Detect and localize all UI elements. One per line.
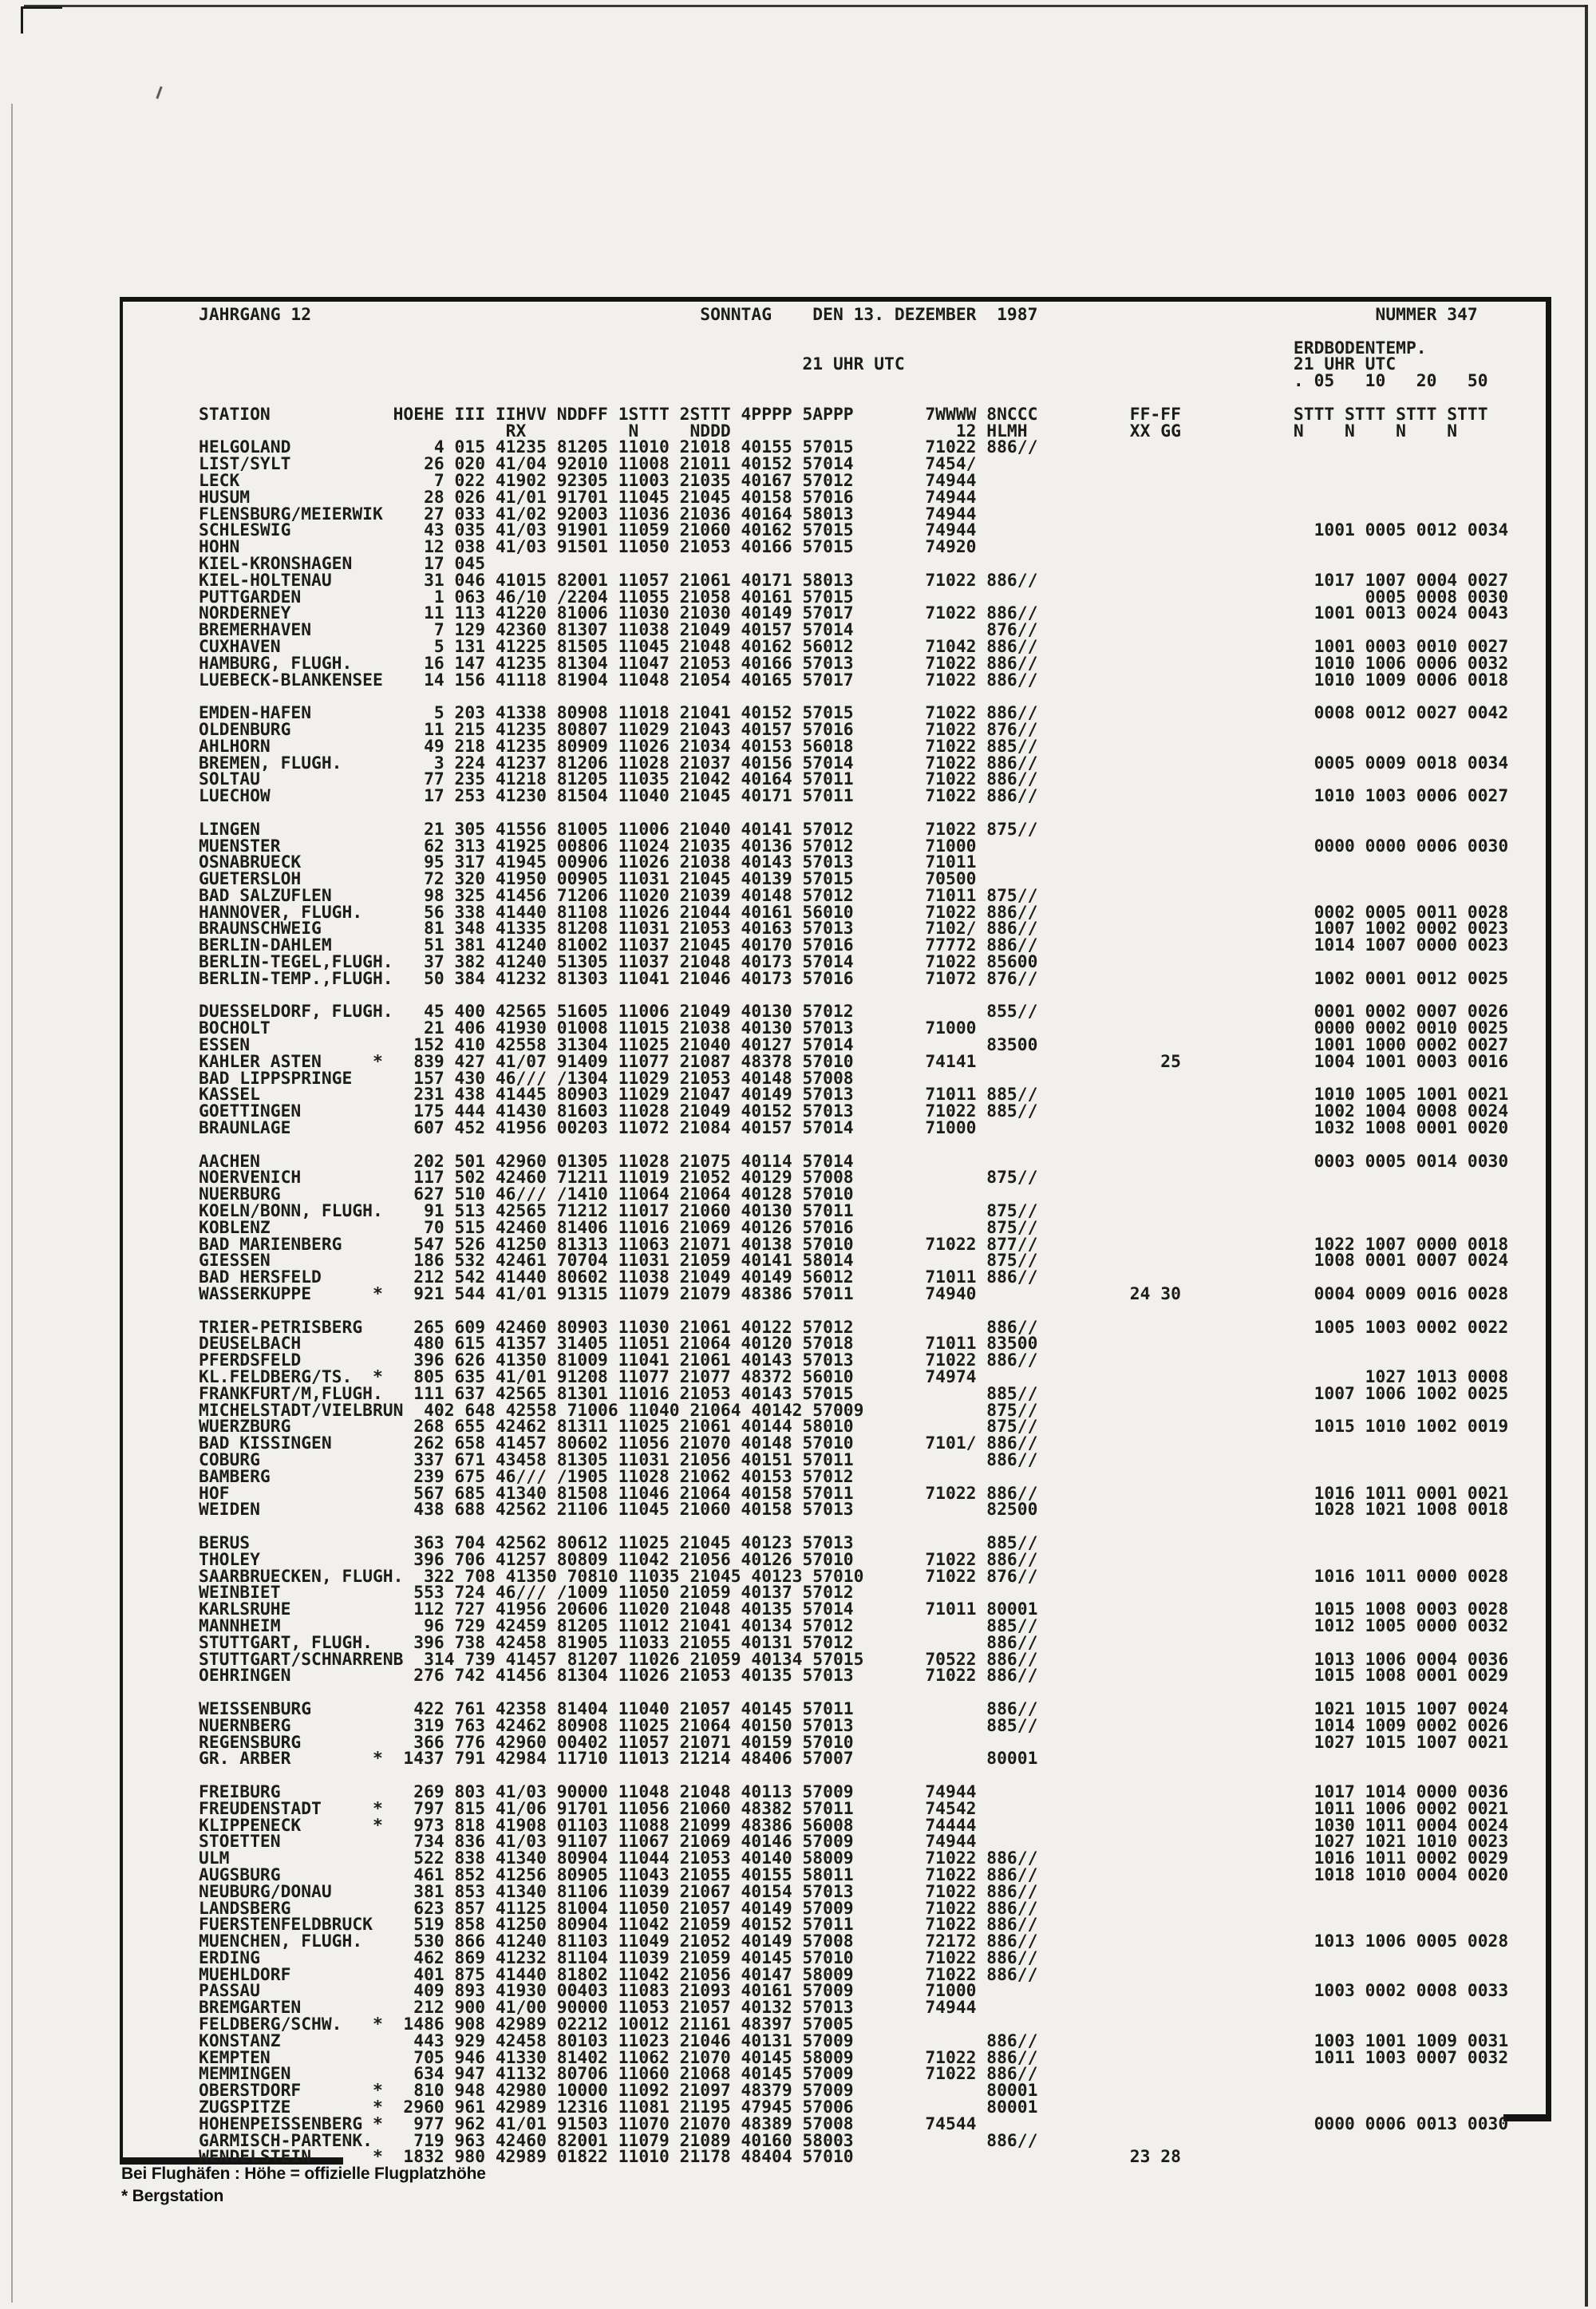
crop-mark-top-left-horizontal [21, 6, 62, 9]
page-edge-left-line [11, 104, 13, 2303]
weather-table: JAHRGANG 12 SONNTAG DEN 13. DEZEMBER 1987 NUMMER 347 ERDBODENTEMP. 21 UHR UTC 21 UHR UTC . 05 10 20 50 STATION HOEHE III IIHVV NDDFF 1STTT 2STTT 4PPPP 5APPP 7WWWW 8NCCC FF-FF STTT STTT STTT STTT RX N NDDD 12 HLMH XX GG N N N N HELGOLAND 4 015 41235 81205 11010 21018 40155 57015 71022 886// LIST/SYLT 26 020 41/04 92010 11008 21011 40152 57014 7454/ LECK 7 022 41902 92305 11003 21035 40167 57012 74944 HUSUM 28 026 41/01 91701 11045 21045 40158 57016 74944 FLENSBURG/MEIERWIK 27 033 41/02 92003 11036 21036 40164 58013 74944 SCHLESWIG 43 035 41/03 91901 11059 21060 40162 57015 74944 1001 0005 0012 0034 HOHN 12 038 41/03 91501 11050 21053 40166 57015 74920 KIEL-KRONSHAGEN 17 045 KIEL-HOLTENAU 31 046 41015 82001 11057 21061 40171 58013 71022 886// 1017 1007 0004 0027 PUTTGARDEN 1 063 46/10 /2204 11055 21058 40161 57015 0005 0008 0030 NORDERNEY 11 113 41220 81006 11030 21030 40149 57017 71022 886// 1001 0013 0024 0043 BREMERHAVEN 7 129 42360 81307 11038 21049 40157 57014 876// CUXHAVEN 5 131 41225 81505 11045 21048 40162 56012 71042 886// 1001 0003 0010 0027 HAMBURG, FLUGH. 16 147 41235 81304 11047 21053 40166 57013 71022 886// 1010 1006 0006 0032 LUEBECK-BLANKENSEE 14 156 41118 81904 11048 21054 40165 57017 71022 886// 1010 1009 0006 0018 EMDEN-HAFEN 5 203 41338 80908 11018 21041 40152 57015 71022 886// 0008 0012 0027 0042 OLDENBURG 11 215 41235 80807 11029 21043 40157 57016 71022 876// AHLHORN 49 218 41235 80909 11026 21034 40153 56018 71022 885// BREMEN, FLUGH. 3 224 41237 81206 11028 21037 40156 57014 71022 886// 0005 0009 0018 0034 SOLTAU 77 235 41218 81205 11035 21042 40164 57011 71022 886// LUECHOW 17 253 41230 81504 11040 21045 40171 57011 71022 886// 1010 1003 0006 0027 LINGEN 21 305 41556 81005 11006 21040 40141 57012 71022 875// MUENSTER 62 313 41925 00806 11024 21035 40136 57012 71000 0000 0000 0006 0030 OSNABRUECK 95 317 41945 00906 11026 21038 40143 57013 71011 GUETERSLOH 72 320 41950 00905 11031 21045 40139 57015 70500 BAD SALZUFLEN 98 325 41456 71206 11020 21039 40148 57012 71011 875// HANNOVER, FLUGH. 56 338 41440 81108 11026 21044 40161 56010 71022 886// 0002 0005 0011 0028 BRAUNSCHWEIG 81 348 41335 81208 11031 21053 40163 57013 7102/ 886// 1007 1002 0002 0023 BERLIN-DAHLEM 51 381 41240 81002 11037 21045 40170 57016 77772 886// 1014 1007 0000 0023 BERLIN-TEGEL,FLUGH. 37 382 41240 51305 11037 21048 40173 57014 71022 85600 BERLIN-TEMP.,FLUGH. 50 384 41232 81303 11041 21046 40173 57016 71072 876// 1002 0001 0012 0025 DUESSELDORF, FLUGH. 45 400 42565 51605 11006 21049 40130 57012 855// 0001 0002 0007 0026 BOCHOLT 21 406 41930 01008 11015 21038 40130 57013 71000 0000 0002 0010 0025 ESSEN 152 410 42558 31304 11025 21040 40127 57014 83500 1001 1000 0002 0027 KAHLER ASTEN * 839 427 41/07 91409 11077 21087 48378 57010 74141 25 1004 1001 0003 0016 BAD LIPPSPRINGE 157 430 46/// /1304 11029 21053 40148 57008 KASSEL 231 438 41445 80903 11029 21047 40149 57013 71011 885// 1010 1005 1001 0021 GOETTINGEN 175 444 41430 81603 11028 21049 40152 57013 71022 885// 1002 1004 0008 0024 BRAUNLAGE 607 452 41956 00203 11072 21084 40157 57014 71000 1032 1008 0001 0020 AACHEN 202 501 42960 01305 11028 21075 40114 57014 0003 0005 0014 0030 NOERVENICH 117 502 42460 71211 11019 21052 40129 57008 875// NUERBURG 627 510 46/// /1410 11064 21064 40128 57010 KOELN/BONN, FLUGH. 91 513 42565 71212 11017 21060 40130 57011 875// KOBLENZ 70 515 42460 81406 11016 21069 40126 57016 875// BAD MARIENBERG 547 526 41250 81313 11063 21071 40138 57010 71022 877// 1022 1007 0000 0018 GIESSEN 186 532 42461 70704 11031 21059 40141 58014 875// 1008 0001 0007 0024 BAD HERSFELD 212 542 41440 80602 11038 21049 40149 56012 71011 886// WASSERKUPPE * 921 544 41/01 91315 11079 21079 48386 57011 74940 24 30 0004 0009 0016 0028 TRIER-PETRISBERG 265 609 42460 80903 11030 21061 40122 57012 886// 1005 1003 0002 0022 DEUSELBACH 480 615 41357 31405 11051 21064 40120 57018 71011 83500 PFERDSFELD 396 626 41350 81009 11041 21061 40143 57013 71022 886// KL.FELDBERG/TS. * 805 635 41/01 91208 11077 21077 48372 56010 74974 1027 1013 0008 FRANKFURT/M,FLUGH. 111 637 42565 81301 11016 21053 40143 57015 885// 1007 1006 1002 0025 MICHELSTADT/VIELBRUN 402 648 42558 71006 11040 21064 40142 57009 875// WUERZBURG 268 655 42462 81311 11025 21061 40144 58010 875// 1015 1010 1002 0019 BAD KISSINGEN 262 658 41457 80602 11056 21070 40148 57010 7101/ 886// COBURG 337 671 43458 81305 11031 21056 40151 57011 886// BAMBERG 239 675 46/// /1905 11028 21062 40153 57012 HOF 567 685 41340 81508 11046 21064 40158 57011 71022 886// 1016 1011 0001 0021 WEIDEN 438 688 42562 21106 11045 21060 40158 57013 82500 1028 1021 1008 0018 BERUS 363 704 42562 80612 11025 21045 40123 57013 885// THOLEY 396 706 41257 80809 11042 21056 40126 57010 71022 886// SAARBRUECKEN, FLUGH. 322 708 41350 70810 11035 21045 40123 57010 71022 876// 1016 1011 0000 0028 WEINBIET 553 724 46/// /1009 11050 21059 40137 57012 KARLSRUHE 112 727 41956 20606 11020 21048 40135 57014 71011 80001 1015 1008 0003 0028 MANNHEIM 96 729 42459 81205 11012 21041 40134 57012 885// 1012 1005 0000 0032 STUTTGART, FLUGH. 396 738 42458 81905 11033 21055 40131 57012 886// STUTTGART/SCHNARRENB 314 739 41457 81207 11026 21059 40134 57015 70522 886// 1013 1006 0004 0036 OEHRINGEN 276 742 41456 81304 11026 21053 40135 57013 71022 886// 1015 1008 0001 0029 WEISSENBURG 422 761 42358 81404 11040 21057 40145 57011 886// 1021 1015 1007 0024 NUERNBERG 319 763 42462 80908 11025 21064 40150 57013 885// 1014 1009 0002 0026 REGENSBURG 366 776 42960 00402 11057 21071 40159 57010 1027 1015 1007 0021 GR. ARBER * 1437 791 42984 11710 11013 21214 48406 57007 80001 FREIBURG 269 803 41/03 90000 11048 21048 40113 57009 74944 1017 1014 0000 0036 FREUDENSTADT * 797 815 41/06 91701 11056 21060 48382 57011 74542 1011 1006 0002 0021 KLIPPENECK * 973 818 41908 01103 11088 21099 48386 56008 74444 1030 1011 0004 0024 STOETTEN 734 836 41/03 91107 11067 21069 40146 57009 74944 1027 1021 1010 0023 ULM 522 838 41340 80904 11044 21053 40140 58009 71022 886// 1016 1011 0002 0029 AUGSBURG 461 852 41256 80905 11043 21055 40155 58011 71022 886// 1018 1010 0004 0020 NEUBURG/DONAU 381 853 41340 81106 11039 21067 40154 57013 71022 886// LANDSBERG 623 857 41125 81004 11050 21057 40149 57009 71022 886// FUERSTENFELDBRUCK 519 858 41250 80904 11042 21059 40152 57011 71022 886// MUENCHEN, FLUGH. 530 866 41240 81103 11049 21052 40149 57008 72172 886// 1013 1006 0005 0028 ERDING 462 869 41232 81104 11039 21059 40145 57010 71022 886// MUEHLDORF 401 875 41440 81802 11042 21056 40147 58009 71022 886// PASSAU 409 893 41930 00403 11083 21093 40161 57009 71000 1003 0002 0008 0033 BREMGARTEN 212 900 41/00 90000 11053 21057 40132 57013 74944 FELDBERG/SCHW. * 1486 908 42989 02212 10012 21161 48397 57005 KONSTANZ 443 929 42458 80103 11023 21046 40131 57009 886// 1003 1001 1009 0031 KEMPTEN 705 946 41330 81402 11062 21070 40145 58009 71022 886// 1011 1003 0007 0032 MEMMINGEN 634 947 41132 80706 11060 21068 40145 57009 71022 886// OBERSTDORF * 810 948 42980 10000 11092 21097 48379 57009 80001 ZUGSPITZE * 2960 961 42989 12316 11081 21195 47945 57006 80001 HOHENPEISSENBERG * 977 962 41/01 91503 11070 21070 48389 57008 74544 0000 0006 0013 0030 GARMISCH-PARTENK. 719 963 42460 82001 11079 21089 40160 58003 886// WENDELSTEIN * 1832 980 42989 01822 11010 21178 48404 57010 23 28 [199, 305, 1509, 2168]
scan-speck-mark [156, 86, 162, 99]
frame-corner-foot-right [1503, 2114, 1551, 2121]
frame-top-border [120, 297, 1551, 302]
page-edge-right-line [1585, 5, 1588, 2307]
footer-note-flughafen: Bei Flughäfen : Höhe = offizielle Flugplatzhöhe [121, 2165, 486, 2183]
page-edge-top-line [24, 5, 1586, 7]
frame-right-border [1546, 297, 1551, 2121]
footer-note-bergstation: * Bergstation [121, 2187, 224, 2205]
crop-mark-top-left-vertical [21, 6, 23, 34]
frame-left-border [120, 297, 123, 2165]
